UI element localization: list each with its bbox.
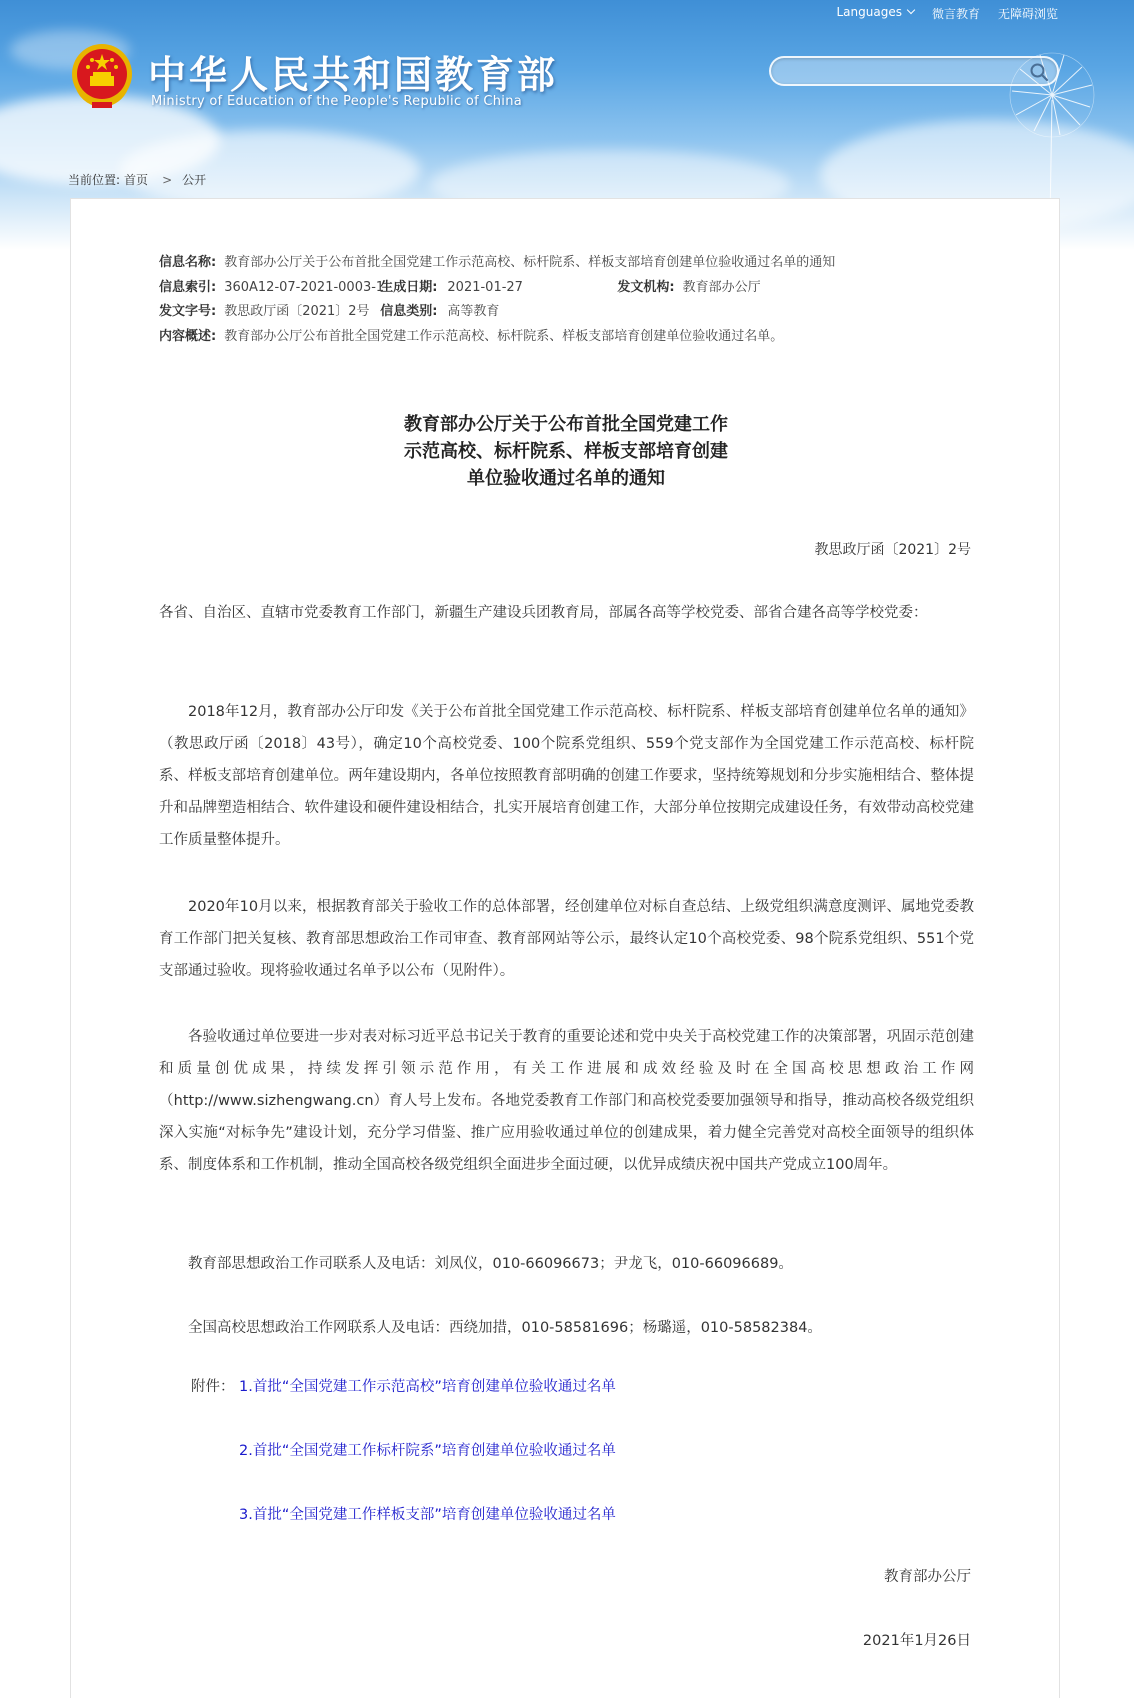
- meta-index-label: 信息索引:: [159, 279, 217, 295]
- document-number: 教思政厅函〔2021〕2号: [814, 542, 971, 558]
- breadcrumb: [68, 171, 210, 188]
- document-title: [71, 411, 1061, 492]
- attachments-label: 附件：: [191, 1379, 235, 1395]
- salutation: 各省、自治区、直辖市党委教育工作部门，新疆生产建设兵团教育局，部属各高等学校党委、部省合建各高等学校党委：: [159, 605, 928, 621]
- meta-docno-value: 教思政厅函〔2021〕2号: [224, 304, 370, 319]
- paragraph-background: 2018年12月，教育部办公厅印发《关于公布首批全国党建工作示范高校、标杆院系、样板支部培育创建单位名单的通知》（教思政厅函〔2018〕43号），确定10个高校党委、100个院系党组织、559个党支部作为全国党建工作示范高校、标杆院系、样板支部培育创建单位。两年建设期内，各单位按照教育部明确的创建工作要求，坚持统筹规划和分步实施相结合、整体提升和品牌塑造相结合、软件建设和硬件建设相结合，扎实开展培育创建工作，大部分单位按期完成建设任务，有效带动高校党建工作质量整体提升。: [159, 704, 974, 848]
- meta-row-name: [159, 251, 835, 276]
- paragraph-contact-moe: 教育部思想政治工作司联系人及电话：刘凤仪，010-66096673；尹龙飞，010-66096689。: [188, 1256, 793, 1272]
- meta-name-label: 信息名称:: [159, 255, 217, 270]
- chevron-down-icon: [907, 6, 915, 14]
- breadcrumb-public[interactable]: 公开: [182, 173, 207, 187]
- meta-category-value: 高等教育: [447, 304, 500, 319]
- meta-summary-value: 教育部办公厅公布首批全国党建工作示范高校、标杆院系、样板支部培育创建单位验收通过名单。: [224, 328, 784, 344]
- search-icon[interactable]: [1029, 62, 1049, 82]
- meta-summary-label: 内容概述:: [159, 328, 217, 344]
- content-card: [70, 198, 1060, 1698]
- breadcrumb-label: 当前位置:: [68, 173, 121, 187]
- attachment-item: [239, 1439, 616, 1460]
- attachment-link-2[interactable]: 2.首批“全国党建工作标杆院系”培育创建单位验收通过名单: [239, 1443, 616, 1459]
- meta-docno-label: 发文字号:: [159, 304, 217, 319]
- breadcrumb-separator: >: [162, 173, 173, 187]
- meta-index-value: 360A12-07-2021-0003-1: [224, 279, 385, 295]
- meta-date-value: 2021-01-27: [447, 279, 523, 295]
- signature-date: 2021年1月26日: [862, 1633, 971, 1649]
- attachment-link-3[interactable]: 3.首批“全国党建工作样板支部”培育创建单位验收通过名单: [239, 1507, 616, 1523]
- national-emblem-icon: [70, 42, 134, 110]
- paragraph-requirements: 各验收通过单位要进一步对表对标习近平总书记关于教育的重要论述和党中央关于高校党建工作的决策部署，巩固示范创建和质量创优成果，持续发挥引领示范作用，有关工作进展和成效经验及时在全国高校思想政治工作网（http://www.sizhengwang.cn）育人号上发布。各地党委教育工作部门和高校党委要加强领导和指导，推动高校各级党组织深入实施“对标争先”建设计划，充分学习借鉴、推广应用验收通过单位的创建成果，着力健全完善党对高校全面领导的组织体系、制度体系和工作机制，推动全国高校各级党组织全面进步全面过硬，以优异成绩庆祝中国共产党成立100周年。: [159, 1029, 974, 1173]
- site-title: 中华人民共和国教育部: [148, 53, 559, 97]
- meta-row-index: [159, 276, 835, 301]
- meta-org-value: 教育部办公厅: [682, 279, 761, 295]
- meta-category-label: 信息类别:: [380, 304, 438, 319]
- meta-row-docno: [159, 300, 835, 325]
- meta-name-value: 教育部办公厅关于公布首批全国党建工作示范高校、标杆院系、样板支部培育创建单位验收通过名单的通知: [224, 255, 836, 270]
- site-subtitle: Ministry of Education of the People's Republic of China: [151, 94, 523, 109]
- paragraph-acceptance: 2020年10月以来，根据教育部关于验收工作的总体部署，经创建单位对标自查总结、上级党组织满意度测评、属地党委教育工作部门把关复核、教育部思想政治工作司审查、教育部网站等公示，最终认定10个高校党委、98个院系党组织、551个党支部通过验收。现将验收通过名单予以公布（见附件）。: [159, 899, 974, 979]
- search-box: [769, 56, 1059, 86]
- title-line: 示范高校、标杆院系、样板支部培育创建: [404, 441, 728, 462]
- meta-org-label: 发文机构:: [617, 279, 675, 295]
- paragraph-contact-web: 全国高校思想政治工作网联系人及电话：西绕加措，010-58581696；杨璐遥，010-58582384。: [188, 1320, 822, 1336]
- attachment-item: [239, 1375, 616, 1396]
- signature-issuer: 教育部办公厅: [884, 1569, 971, 1585]
- document-metadata: [159, 251, 835, 349]
- attachment-link-1[interactable]: 1.首批“全国党建工作示范高校”培育创建单位验收通过名单: [239, 1379, 616, 1395]
- languages-link[interactable]: [836, 5, 913, 22]
- title-line: 单位验收通过名单的通知: [467, 468, 665, 489]
- title-line: 教育部办公厅关于公布首批全国党建工作: [404, 414, 728, 435]
- languages-label: Languages: [836, 5, 902, 19]
- attachment-item: [239, 1503, 616, 1524]
- meta-row-summary: [159, 325, 835, 350]
- search-input[interactable]: [783, 62, 1013, 82]
- breadcrumb-home[interactable]: 首页: [124, 173, 149, 187]
- weiyan-education-link[interactable]: 微言教育: [931, 7, 980, 21]
- accessibility-link[interactable]: 无障碍浏览: [997, 7, 1058, 21]
- meta-date-label: 生成日期:: [380, 279, 438, 295]
- top-links: [836, 5, 1058, 22]
